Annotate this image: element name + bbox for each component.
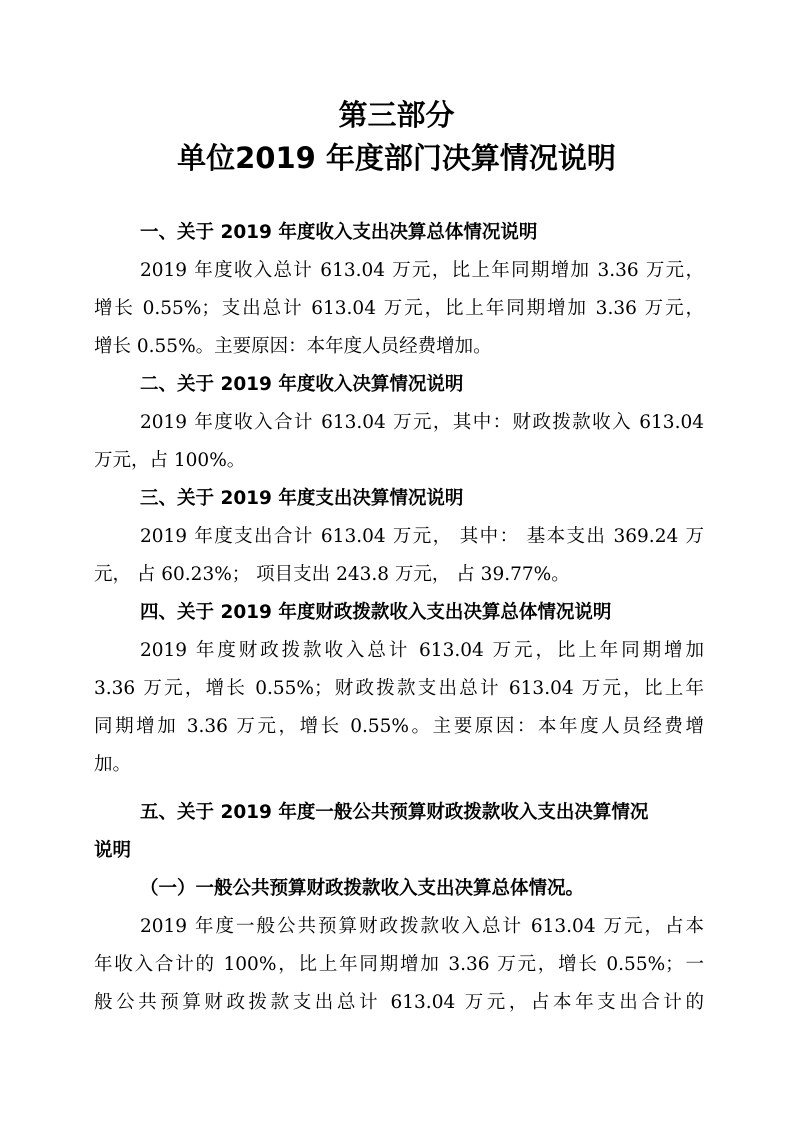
section-4-line-1: 2019 年度财政拨款收入总计 613.04 万元，比上年同期增加 [140,640,704,661]
section-5-line-2: 年收入合计的 100%，比上年同期增加 3.36 万元，增长 0.55%；一 [94,954,704,975]
section-1-line-2: 增长 0.55%；支出总计 613.04 万元，比上年同期增加 3.36 万元， [94,298,704,319]
section-5-line-1: 2019 年度一般公共预算财政拨款收入总计 613.04 万元，占本 [140,916,704,937]
section-2-line-2: 万元，占 100%。 [94,450,246,471]
section-2-line-1: 2019 年度收入合计 613.04 万元，其中：财政拨款收入 613.04 [140,412,704,433]
document-title: 单位2019 年度部门决算情况说明 [177,141,616,175]
section-4-heading: 四、关于 2019 年度财政拨款收入支出决算总体情况说明 [140,602,612,623]
section-4-line-3: 同期增加 3.36 万元，增长 0.55%。主要原因：本年度人员经费增 [94,716,704,737]
section-2-heading: 二、关于 2019 年度收入决算情况说明 [140,374,464,395]
section-4-line-4: 加。 [94,754,132,775]
section-5-heading-line-2: 说明 [94,840,132,861]
section-3-line-2: 元， 占 60.23%； 项目支出 243.8 万元， 占 39.77%。 [94,564,570,585]
part-title: 第三部分 [338,98,455,132]
section-3-line-1: 2019 年度支出合计 613.04 万元， 其中： 基本支出 369.24 万 [140,526,704,547]
section-5-line-3: 般公共预算财政拨款支出总计 613.04 万元，占本年支出合计的 [94,992,704,1013]
section-1-line-1: 2019 年度收入总计 613.04 万元，比上年同期增加 3.36 万元， [140,260,704,281]
section-5-subheading: （一）一般公共预算财政拨款收入支出决算总体情况。 [140,878,585,899]
section-1-line-3: 增长 0.55%。主要原因：本年度人员经费增加。 [94,336,492,357]
section-4-line-2: 3.36 万元，增长 0.55%；财政拨款支出总计 613.04 万元，比上年 [94,678,704,699]
section-1-heading: 一、关于 2019 年度收入支出决算总体情况说明 [140,222,538,243]
section-3-heading: 三、关于 2019 年度支出决算情况说明 [140,488,464,509]
section-5-heading-line-1: 五、关于 2019 年度一般公共预算财政拨款收入支出决算情况 [140,802,649,823]
